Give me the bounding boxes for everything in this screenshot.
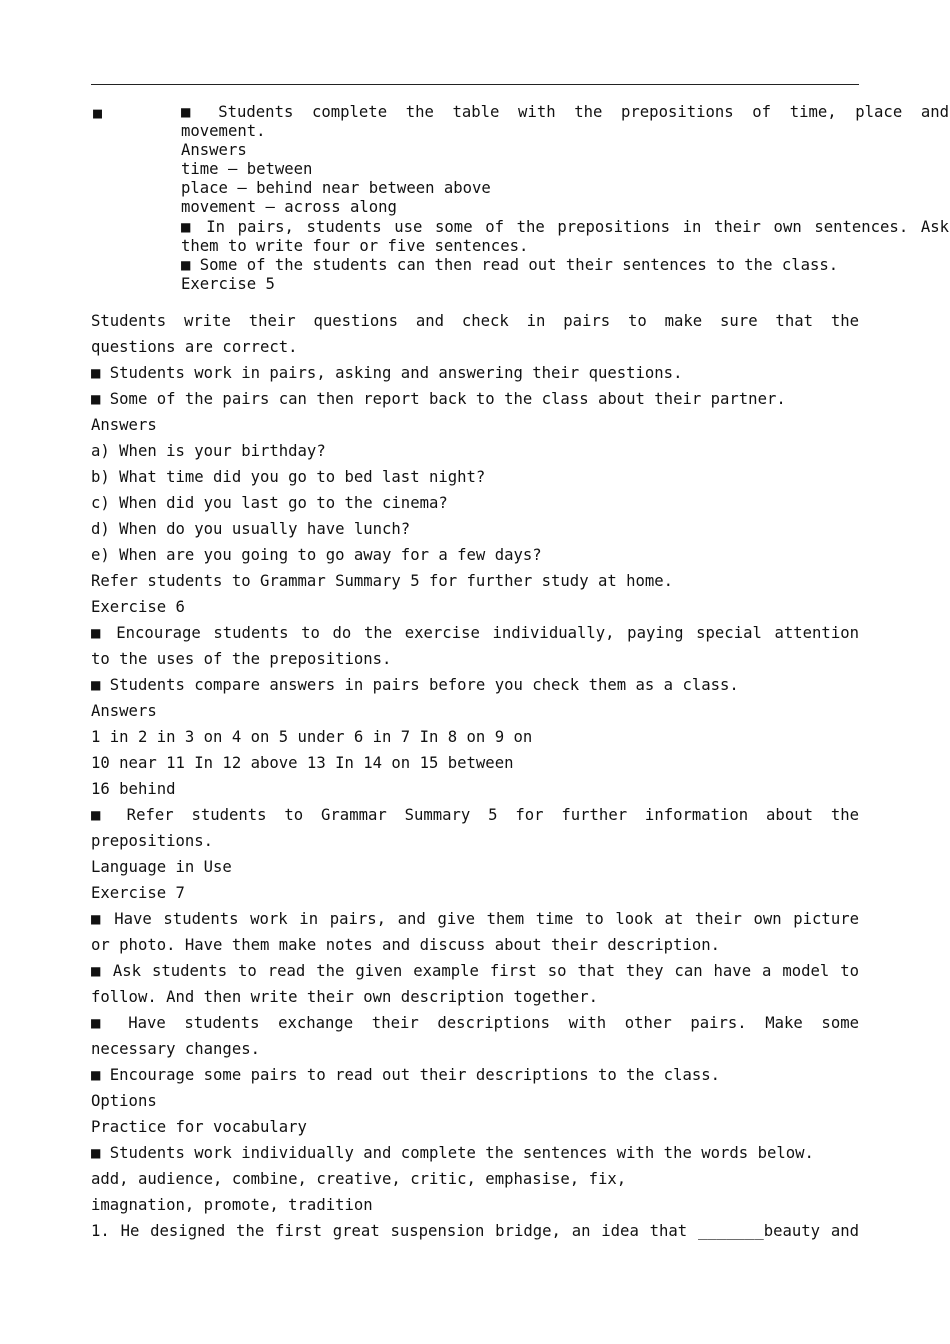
text-line: b) What time did you go to bed last night? [91,468,486,486]
indented-notes [181,103,949,294]
text-line: them to write four or five sentences. [181,236,529,255]
text-line: questions are correct. [91,338,298,356]
text-line: Exercise 6 [91,598,185,616]
text-line: 16 behind [91,780,176,798]
text-line: follow. And then write their own description together. [91,988,598,1006]
text-line: movement – across along [181,198,397,217]
text-line: Students write their questions and check in pairs to make sure that the [91,312,859,330]
text-line: ■ Some of the pairs can then report back to the class about their partner. [91,390,786,408]
text-line: Exercise 5 [181,274,275,293]
text-line: Practice for vocabulary [91,1118,307,1136]
text-line: ■ Encourage some pairs to read out their descriptions to the class. [91,1066,721,1084]
document-body [91,308,859,1244]
text-line: Answers [91,702,157,720]
text-line: prepositions. [91,832,214,850]
text-line: necessary changes. [91,1040,260,1058]
text-line: c) When did you last go to the cinema? [91,494,448,512]
text-line: Language in Use [91,858,232,876]
text-line: Refer students to Grammar Summary 5 for further study at home. [91,572,674,590]
text-line: ■ Students complete the table with the prepositions of time, place and [181,103,949,121]
text-line: d) When do you usually have lunch? [91,520,411,538]
text-line: 1 in 2 in 3 on 4 on 5 under 6 in 7 In 8 on 9 on [91,728,533,746]
text-line: Exercise 7 [91,884,185,902]
text-line: 10 near 11 In 12 above 13 In 14 on 15 between [91,754,514,772]
text-line: ■ In pairs, students use some of the prepositions in their own sentences. Ask [181,217,949,236]
text-line: add, audience, combine, creative, critic, emphasise, fix, [91,1170,627,1188]
text-line: time – between [181,160,313,179]
text-line: Options [91,1092,157,1110]
list-bullet: ■ [93,104,103,122]
header-rule [91,84,859,85]
text-line: ■ Encourage students to do the exercise individually, paying special attention [91,624,859,642]
text-line: Answers [181,141,247,160]
text-line: ■ Refer students to Grammar Summary 5 for further information about the [91,806,859,824]
text-line: to the uses of the prepositions. [91,650,392,668]
text-line: ■ Ask students to read the given example first so that they can have a model to [91,962,859,980]
text-line: Answers [91,416,157,434]
text-line: ■ Some of the students can then read out their sentences to the class. [181,255,839,274]
text-line: ■ Students work individually and complete the sentences with the words below. [91,1144,814,1162]
text-line: ■ Students compare answers in pairs before you check them as a class. [91,676,739,694]
text-line: 1. He designed the first great suspension bridge, an idea that _______beauty and [91,1222,859,1240]
text-line: place – behind near between above [181,179,491,198]
text-line: imagnation, promote, tradition [91,1196,373,1214]
text-line: e) When are you going to go away for a few days? [91,546,542,564]
text-line: ■ Have students work in pairs, and give them time to look at their own picture [91,910,859,928]
text-line: a) When is your birthday? [91,442,326,460]
text-line: ■ Have students exchange their descriptions with other pairs. Make some [91,1014,859,1032]
text-line: movement. [181,122,266,141]
text-line: ■ Students work in pairs, asking and answering their questions. [91,364,683,382]
text-line: or photo. Have them make notes and discuss about their description. [91,936,721,954]
